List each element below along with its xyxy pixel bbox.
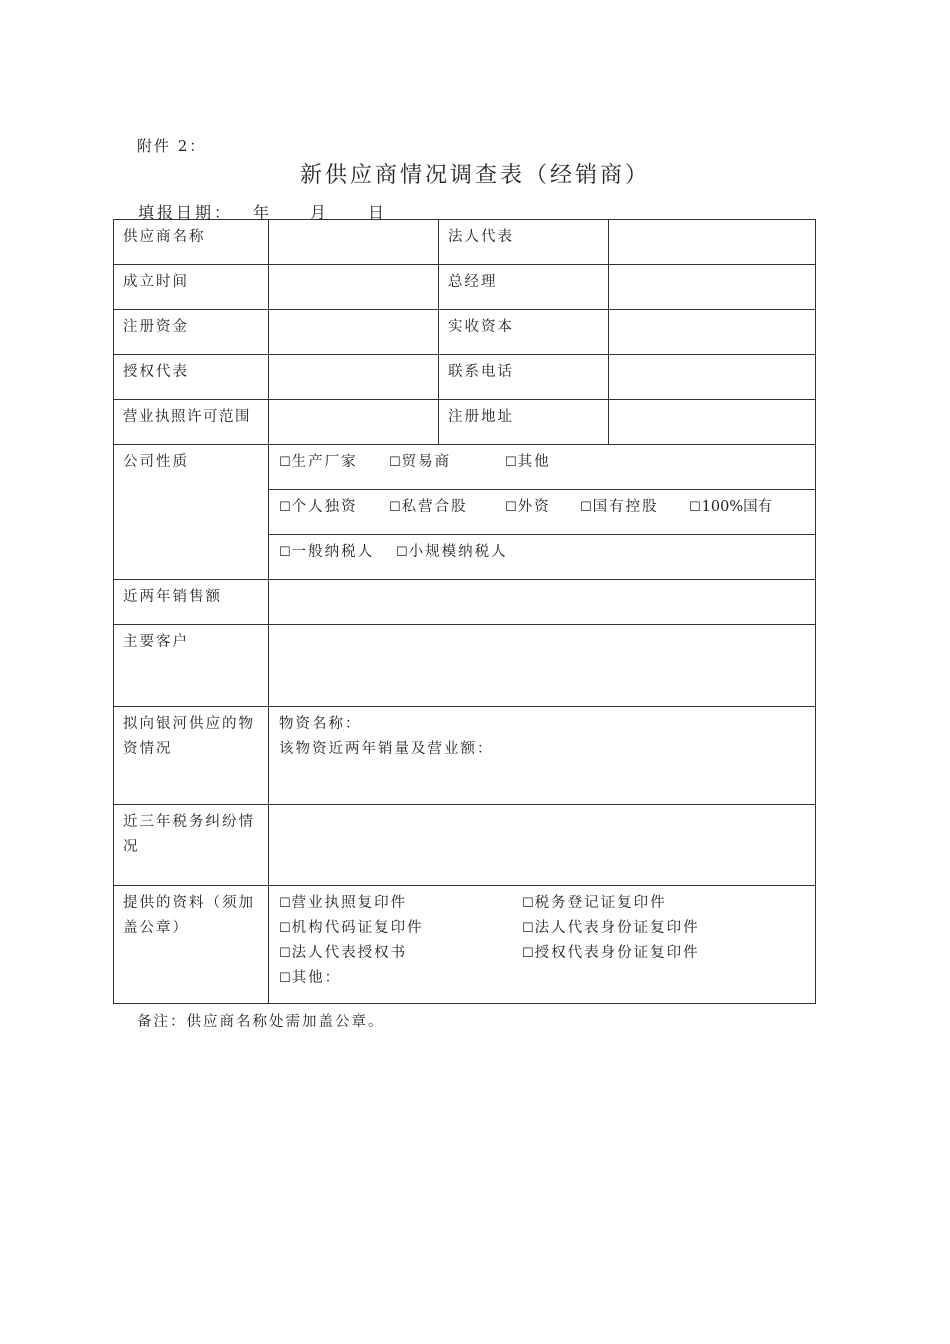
option-label: 机构代码证复印件: [291, 920, 424, 936]
option-state-controlled[interactable]: [580, 495, 689, 520]
option-private-partnership[interactable]: [389, 495, 505, 520]
paid-capital-label: 实收资本: [439, 310, 609, 355]
option-label: 一般纳税人: [291, 544, 375, 560]
page-title: 新供应商情况调查表（经销商）: [299, 163, 650, 188]
company-nature-label: 公司性质: [114, 445, 269, 580]
option-label: 授权代表身份证复印件: [534, 945, 700, 961]
doc-tax-registration[interactable]: [522, 891, 667, 916]
main-customers-field[interactable]: [269, 625, 816, 707]
checkbox-icon: ☐: [396, 545, 408, 560]
registered-capital-label: 注册资金: [114, 310, 269, 355]
checkbox-icon: ☐: [522, 921, 534, 936]
fill-date-year: 年: [253, 203, 273, 222]
nature-ownership-options: [269, 490, 816, 535]
sales-two-years-label: 近两年销售额: [114, 580, 269, 625]
table-row: [114, 265, 816, 310]
phone-field[interactable]: [609, 355, 816, 400]
authorized-rep-field[interactable]: [269, 355, 439, 400]
reg-address-field[interactable]: [609, 400, 816, 445]
registered-capital-field[interactable]: [269, 310, 439, 355]
materials-label: 拟向银河供应的物资情况: [114, 707, 269, 805]
option-sole-proprietor[interactable]: [279, 495, 389, 520]
business-scope-field[interactable]: [269, 400, 439, 445]
checkbox-icon: ☐: [279, 971, 291, 986]
option-trader[interactable]: [389, 450, 505, 475]
footer-note: 备注：供应商名称处需加盖公章。: [137, 1014, 385, 1030]
tax-disputes-label: 近三年税务纠纷情况: [114, 805, 269, 886]
option-label: 个人独资: [291, 499, 358, 515]
nature-type-options: [269, 445, 816, 490]
founded-label: 成立时间: [114, 265, 269, 310]
option-label: 营业执照复印件: [291, 895, 408, 911]
checkbox-icon: ☐: [522, 896, 534, 911]
checkbox-icon: ☐: [279, 896, 291, 911]
checkbox-icon: ☐: [580, 500, 592, 515]
founded-field[interactable]: [269, 265, 439, 310]
main-customers-label: 主要客户: [114, 625, 269, 707]
checkbox-icon: ☐: [279, 455, 291, 470]
reg-address-label: 注册地址: [439, 400, 609, 445]
option-label: 国有控股: [592, 499, 659, 515]
checkbox-icon: ☐: [689, 500, 701, 515]
legal-rep-field[interactable]: [609, 220, 816, 265]
checkbox-icon: ☐: [279, 946, 291, 961]
checkbox-icon: ☐: [389, 455, 401, 470]
option-label: 100%国有: [701, 499, 773, 515]
option-label: 法人代表授权书: [291, 945, 408, 961]
sales-two-years-field[interactable]: [269, 580, 816, 625]
table-row: [114, 220, 816, 265]
table-row: [114, 445, 816, 490]
option-label: 法人代表身份证复印件: [534, 920, 700, 936]
checkbox-icon: ☐: [279, 500, 291, 515]
paid-capital-field[interactable]: [609, 310, 816, 355]
checkbox-icon: ☐: [505, 455, 517, 470]
survey-form-table: [113, 219, 816, 1004]
authorized-rep-label: 授权代表: [114, 355, 269, 400]
option-label: 小规模纳税人: [408, 544, 508, 560]
supplier-name-label: 供应商名称: [114, 220, 269, 265]
option-manufacturer[interactable]: [279, 450, 389, 475]
option-label: 其他: [517, 454, 551, 470]
nature-tax-options: [269, 535, 816, 580]
option-state-owned[interactable]: [689, 495, 772, 520]
legal-rep-label: 法人代表: [439, 220, 609, 265]
doc-business-license[interactable]: [279, 891, 407, 916]
doc-org-code[interactable]: [279, 916, 424, 941]
table-row: [114, 310, 816, 355]
fill-date-label: 填报日期：: [138, 203, 234, 222]
supplier-name-field[interactable]: [269, 220, 439, 265]
documents-label: 提供的资料（须加盖公章）: [114, 886, 269, 1004]
materials-field[interactable]: [269, 707, 816, 805]
general-manager-field[interactable]: [609, 265, 816, 310]
table-row: [114, 400, 816, 445]
option-label: 税务登记证复印件: [534, 895, 667, 911]
tax-disputes-field[interactable]: [269, 805, 816, 886]
table-row: [114, 886, 816, 1004]
option-small-taxpayer[interactable]: [396, 540, 508, 565]
fill-date-month: 月: [310, 203, 330, 222]
business-scope-label: 营业执照许可范围: [114, 400, 269, 445]
option-other[interactable]: [505, 450, 551, 475]
option-label: 私营合股: [401, 499, 468, 515]
doc-legal-rep-id[interactable]: [522, 916, 700, 941]
table-row: [114, 707, 816, 805]
documents-options: [269, 886, 816, 1004]
doc-authorized-rep-id[interactable]: [522, 941, 700, 966]
checkbox-icon: ☐: [279, 545, 291, 560]
option-label: 生产厂家: [291, 454, 358, 470]
option-foreign[interactable]: [505, 495, 580, 520]
table-row: [114, 805, 816, 886]
option-label: 其他：: [291, 970, 342, 986]
attachment-label: 附件 2：: [137, 137, 207, 155]
table-row: [114, 625, 816, 707]
checkbox-icon: ☐: [522, 946, 534, 961]
option-label: 贸易商: [401, 454, 452, 470]
option-label: 外资: [517, 499, 551, 515]
checkbox-icon: ☐: [389, 500, 401, 515]
table-row: [114, 355, 816, 400]
fill-date-day: 日: [368, 203, 388, 222]
phone-label: 联系电话: [439, 355, 609, 400]
checkbox-icon: ☐: [279, 921, 291, 936]
checkbox-icon: ☐: [505, 500, 517, 515]
option-general-taxpayer[interactable]: [279, 540, 396, 565]
materials-name-label: 物资名称：: [279, 716, 362, 732]
documents-option-grid: [269, 886, 815, 1003]
general-manager-label: 总经理: [439, 265, 609, 310]
table-row: [114, 580, 816, 625]
doc-other[interactable]: [279, 966, 341, 991]
materials-volume-label: 该物资近两年销量及营业额：: [279, 741, 494, 757]
doc-legal-rep-authorization[interactable]: [279, 941, 407, 966]
